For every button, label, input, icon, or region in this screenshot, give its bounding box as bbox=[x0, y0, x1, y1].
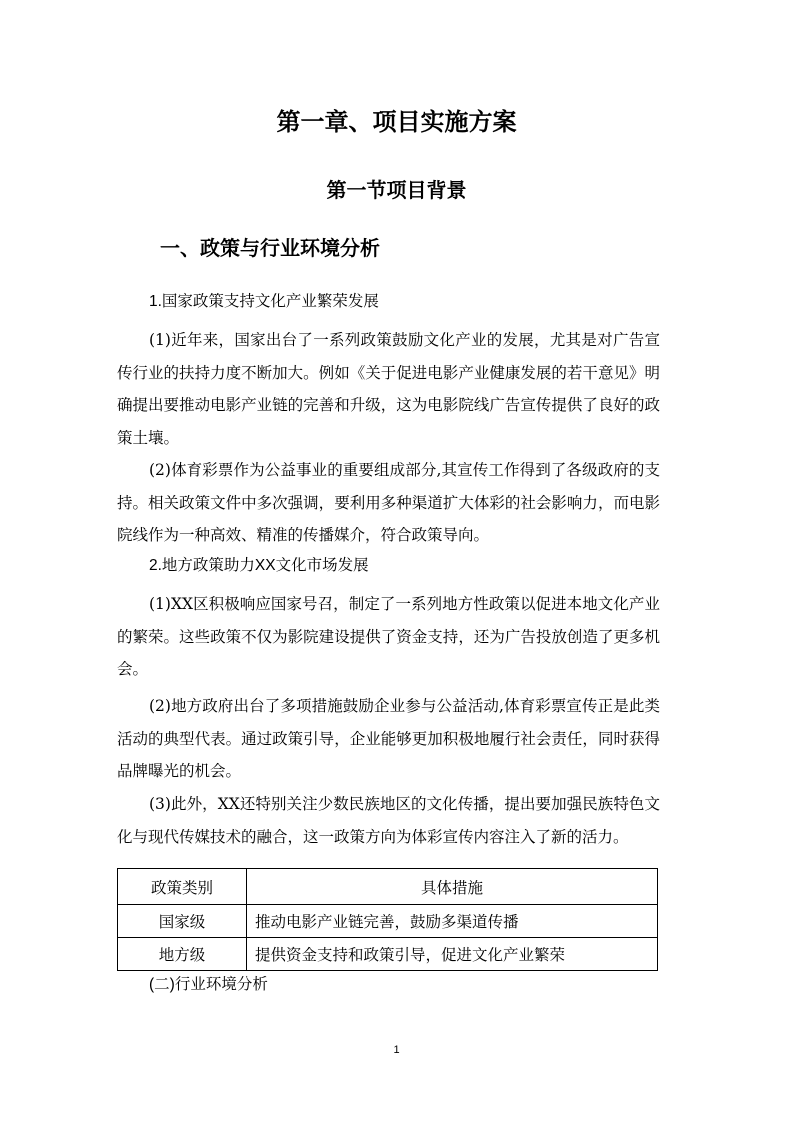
paragraph: (2)地方政府出台了多项措施鼓励企业参与公益活动,体育彩票宣传正是此类活动的典型代表。通过政策引导，企业能够更加积极地履行社会责任，同时获得品牌曝光的机会。 bbox=[117, 697, 660, 780]
paragraph: (1)XX区积极响应国家号召，制定了一系列地方性政策以促进本地文化产业的繁荣。这些政策不仅为影院建设提供了资金支持，还为广告投放创造了更多机会。 bbox=[117, 595, 660, 678]
chapter-title: 第一章、项目实施方案 bbox=[276, 107, 517, 136]
next-heading: (二)行业环境分析 bbox=[149, 976, 268, 993]
table-cell: 地方级 bbox=[118, 938, 247, 971]
table-header-row bbox=[118, 869, 658, 905]
page-number: 1 bbox=[393, 1044, 400, 1056]
section-title: 第一节项目背景 bbox=[326, 178, 467, 202]
paragraph: (1)近年来，国家出台了一系列政策鼓励文化产业的发展，尤其是对广告宣传行业的扶持力度不断加大。例如《关于促进电影产业健康发展的若干意见》明确提出要推动电影产业链的完善和升级，这为电影院线广告宣传提供了良好的政策土壤。 bbox=[117, 331, 660, 447]
item2-heading: 2.地方政策助力XX文化市场发展 bbox=[149, 557, 369, 574]
table-cell: 推动电影产业链完善，鼓励多渠道传播 bbox=[247, 905, 658, 938]
policy-table bbox=[117, 868, 658, 971]
table-row bbox=[118, 938, 658, 971]
item1-heading: 1.国家政策支持文化产业繁荣发展 bbox=[149, 293, 379, 310]
table-header: 具体措施 bbox=[247, 869, 658, 905]
subsection-title: 一、政策与行业环境分析 bbox=[160, 236, 380, 260]
paragraph: (2)体育彩票作为公益事业的重要组成部分,其宣传工作得到了各级政府的支持。相关政策文件中多次强调，要利用多种渠道扩大体彩的社会影响力，而电影院线作为一种高效、精准的传播媒介，符合政策导向。 bbox=[117, 461, 660, 544]
paragraph: (3)此外，XX还特别关注少数民族地区的文化传播，提出要加强民族特色文化与现代传媒技术的融合，这一政策方向为体彩宣传内容注入了新的活力。 bbox=[117, 795, 660, 846]
table-row bbox=[118, 905, 658, 938]
table-cell: 国家级 bbox=[118, 905, 247, 938]
table-header: 政策类别 bbox=[118, 869, 247, 905]
table-cell: 提供资金支持和政策引导，促进文化产业繁荣 bbox=[247, 938, 658, 971]
